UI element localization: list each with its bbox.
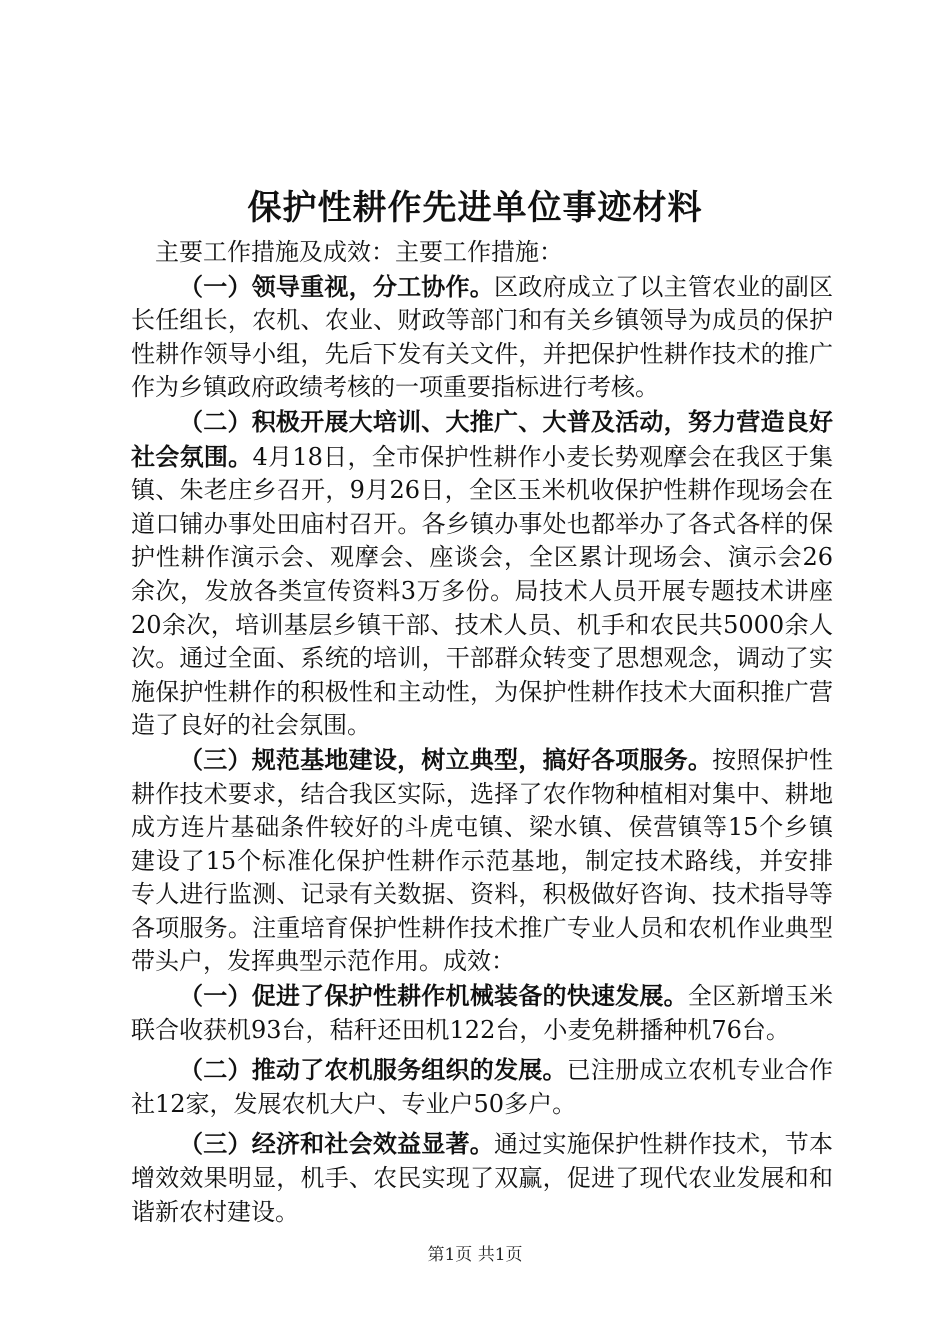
body-paragraph — [131, 1053, 833, 1121]
paragraph-text: 4月18日，全市保护性耕作小麦长势观摩会在我区于集镇、朱老庄乡召开，9月26日，全区玉米机收保护性耕作现场会在道口铺办事处田庙村召开。各乡镇办事处也都举办了各式各样的保护性耕作演示会、观摩会、座谈会，全区累计现场会、演示会26余次，发放各类宣传资料3万多份。局技术人员开展专题技术讲座20余次，培训基层乡镇干部、技术人员、机手和农民共5000余人次。通过全面、系统的培训，干部群众转变了思想观念，调动了实施保护性耕作的积极性和主动性，为保护性耕作技术大面积推广营造了良好的社会氛围。 — [131, 442, 834, 740]
body-paragraph — [131, 743, 833, 979]
paragraph-heading: （一）促进了保护性耕作机械装备的快速发展。 — [179, 981, 688, 1011]
paragraph-text: 通过实施保护性耕作技术，节本增效效果明显，机手、农民实现了双赢，促进了现代农业发展和和谐新农村建设。 — [131, 1130, 833, 1226]
paragraph-heading: （三）经济和社会效益显著。 — [179, 1129, 494, 1159]
document-body — [131, 236, 833, 1229]
body-paragraph — [131, 979, 833, 1047]
paragraph-heading: （二）积极开展大培训、大推广、大普及活动，努力营造良好社会氛围。 — [131, 406, 833, 471]
body-paragraph — [131, 1127, 833, 1229]
paragraph-heading: （三）规范基地建设，树立典型，搞好各项服务。 — [179, 744, 713, 774]
paragraph-text: 已注册成立农机专业合作社12家，发展农机大户、专业户50多户。 — [131, 1056, 834, 1118]
document-title: 保护性耕作先进单位事迹材料 — [247, 188, 703, 228]
body-paragraph — [131, 270, 833, 405]
paragraph-text: 按照保护性耕作技术要求，结合我区实际，选择了农作物种植相对集中、耕地成方连片基础条件较好的斗虎屯镇、梁水镇、侯营镇等15个乡镇建设了15个标准化保护性耕作示范基地，制定技术路线，并安排专人进行监测、记录有关数据、资料，积极做好咨询、技术指导等各项服务。注重培育保护性耕作技术推广专业人员和农机作业典型带头户，发挥典型示范作用。成效： — [131, 745, 834, 976]
intro-paragraph: 主要工作措施及成效：主要工作措施： — [155, 238, 563, 266]
paragraph-heading: （二）推动了农机服务组织的发展。 — [179, 1055, 567, 1085]
body-paragraph — [131, 405, 833, 743]
paragraph-heading: （一）领导重视，分工协作。 — [179, 271, 494, 301]
paragraph-text: 区政府成立了以主管农业的副区长任组长，农机、农业、财政等部门和有关乡镇领导为成员的保护性耕作领导小组，先后下发有关文件，并把保护性耕作技术的推广作为乡镇政府政绩考核的一项重要指标进行考核。 — [131, 272, 833, 402]
page-footer: 第1页 共1页 — [427, 1245, 523, 1265]
paragraph-text: 全区新增玉米联合收获机93台，秸秆还田机122台，小麦免耕播种机76台。 — [131, 982, 834, 1044]
